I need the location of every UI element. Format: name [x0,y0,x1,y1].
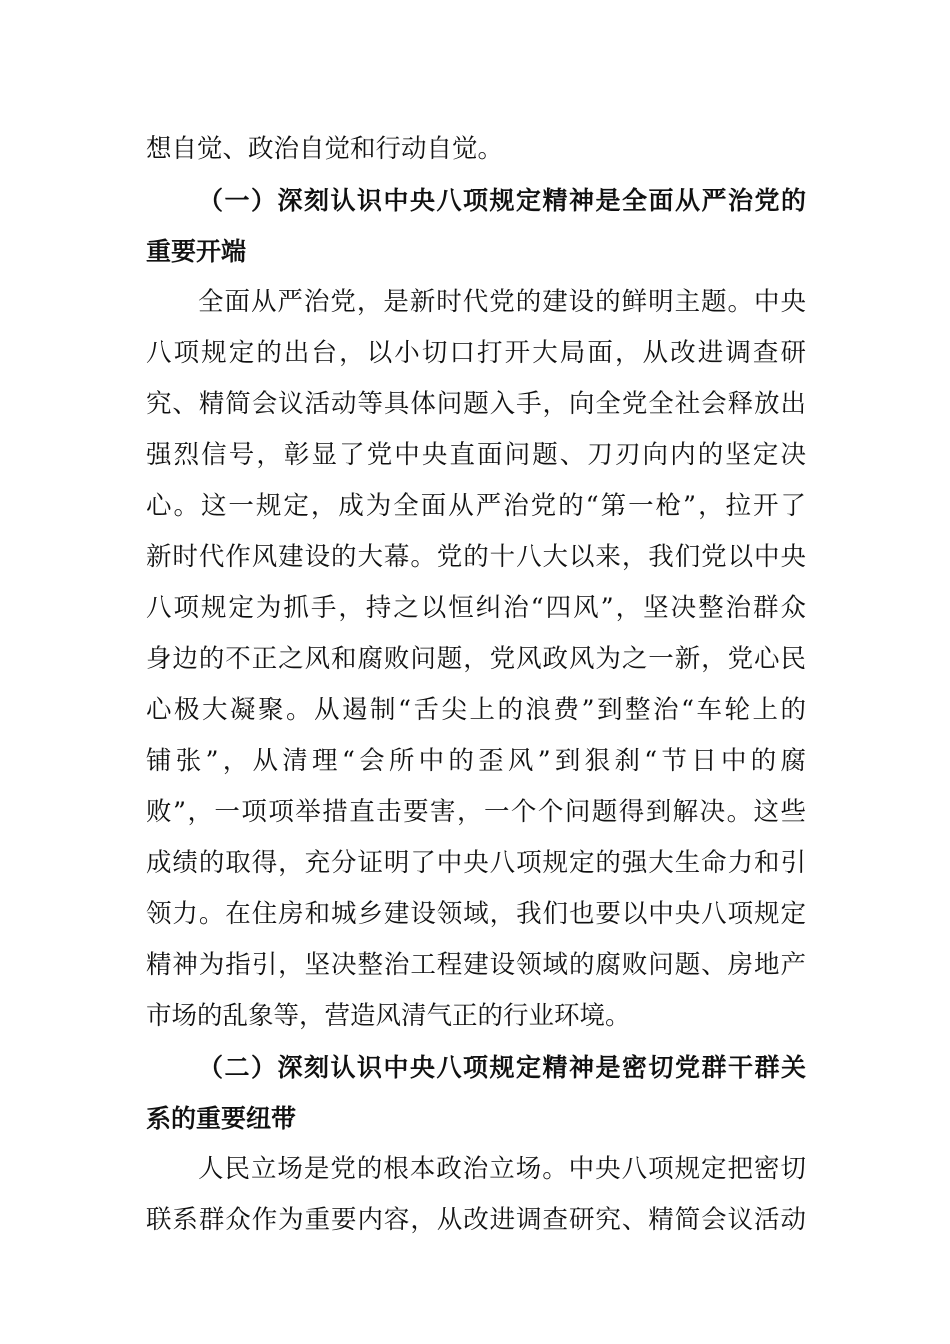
body-text-line: 联系群众作为重要内容，从改进调查研究、精简会议活动 [146,1205,806,1235]
section-heading-1-cont: 重要开端 [146,237,247,266]
body-text-line: 精神为指引，坚决整治工程建设领域的腐败问题、房地产 [146,950,806,980]
body-text-line: 市场的乱象等，营造风清气正的行业环境。 [146,1001,631,1031]
body-text-line: 想自觉、政治自觉和行动自觉。 [146,134,504,164]
body-text-line: 心。这一规定，成为全面从严治党的“第一枪”，拉开了 [146,491,806,521]
body-text-line: 新时代作风建设的大幕。党的十八大以来，我们党以中央 [146,542,806,572]
paragraph-start: 全面从严治党，是新时代党的建设的鲜明主题。中央 [198,287,806,317]
body-text-line: 究、精简会议活动等具体问题入手，向全党全社会释放出 [146,389,806,419]
section-heading-2: （二）深刻认识中央八项规定精神是密切党群干群关 [198,1053,806,1082]
body-text-line: 领力。在住房和城乡建设领域，我们也要以中央八项规定 [146,899,806,929]
body-text-line: 八项规定为抓手，持之以恒纠治“四风”，坚决整治群众 [146,593,806,623]
body-text-line: 败”，一项项举措直击要害，一个个问题得到解决。这些 [146,797,806,827]
body-text-line: 心极大凝聚。从遏制“舌尖上的浪费”到整治“车轮上的 [146,695,806,725]
section-heading-2-cont: 系的重要纽带 [146,1104,297,1133]
body-text-line: 身边的不正之风和腐败问题，党风政风为之一新，党心民 [146,644,806,674]
paragraph-start: 人民立场是党的根本政治立场。中央八项规定把密切 [198,1154,806,1184]
document-page [146,124,806,1246]
body-text-line: 成绩的取得，充分证明了中央八项规定的强大生命力和引 [146,848,806,878]
body-text-line: 强烈信号，彰显了党中央直面问题、刀刃向内的坚定决 [146,440,806,470]
body-text-line: 八项规定的出台，以小切口打开大局面，从改进调查研 [146,338,806,368]
body-text-line: 铺张”，从清理“会所中的歪风”到狠刹“节日中的腐 [146,746,806,776]
section-heading-1: （一）深刻认识中央八项规定精神是全面从严治党的 [198,186,806,215]
